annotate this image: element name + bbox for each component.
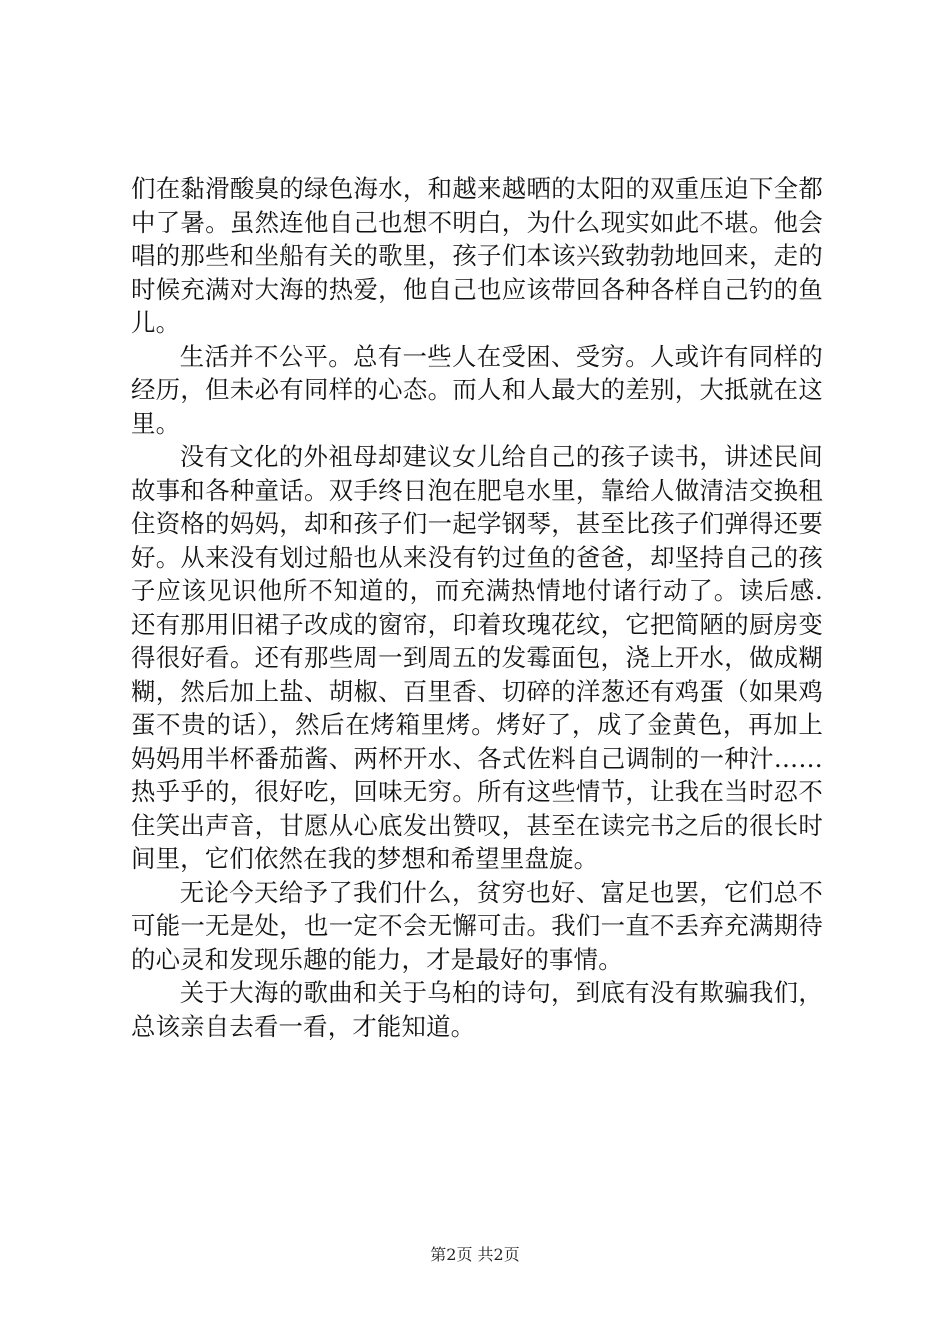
page-number-footer: 第2页 共2页 — [430, 1245, 520, 1264]
paragraph-5: 关于大海的歌曲和关于乌桕的诗句，到底有没有欺骗我们，总该亲自去看一看，才能知道。 — [131, 978, 823, 1041]
paragraph-2: 生活并不公平。总有一些人在受困、受穷。人或许有同样的经历，但未必有同样的心态。而人和人最大的差别，大抵就在这里。 — [131, 341, 823, 438]
paragraph-4: 无论今天给予了我们什么，贫穷也好、富足也罢，它们总不可能一无是处，也一定不会无懈可击。我们一直不丢弃充满期待的心灵和发现乐趣的能力，才是最好的事情。 — [131, 877, 823, 974]
document-body — [131, 172, 823, 1043]
paragraph-3: 没有文化的外祖母却建议女儿给自己的孩子读书，讲述民间故事和各种童话。双手终日泡在肥皂水里，靠给人做清洁交换租住资格的妈妈，却和孩子们一起学钢琴，甚至比孩子们弹得还要好。从来没有划过船也从来没有钓过鱼的爸爸，却坚持自己的孩子应该见识他所不知道的，而充满热情地付诸行动了。读后感.还有那用旧裙子改成的窗帘，印着玫瑰花纹，它把简陋的厨房变得很好看。还有那些周一到周五的发霉面包，浇上开水，做成糊糊，然后加上盐、胡椒、百里香、切碎的洋葱还有鸡蛋（如果鸡蛋不贵的话），然后在烤箱里烤。烤好了，成了金黄色，再加上妈妈用半杯番茄酱、两杯开水、各式佐料自己调制的一种汁……热乎乎的，很好吃，回味无穷。所有这些情节，让我在当时忍不住笑出声音，甘愿从心底发出赞叹，甚至在读完书之后的很长时间里，它们依然在我的梦想和希望里盘旋。 — [131, 442, 823, 873]
paragraph-1: 们在黏滑酸臭的绿色海水，和越来越晒的太阳的双重压迫下全都中了暑。虽然连他自己也想不明白，为什么现实如此不堪。他会唱的那些和坐船有关的歌里，孩子们本该兴致勃勃地回来，走的时候充满对大海的热爱，他自己也应该带回各种各样自己钓的鱼儿。 — [131, 174, 823, 337]
